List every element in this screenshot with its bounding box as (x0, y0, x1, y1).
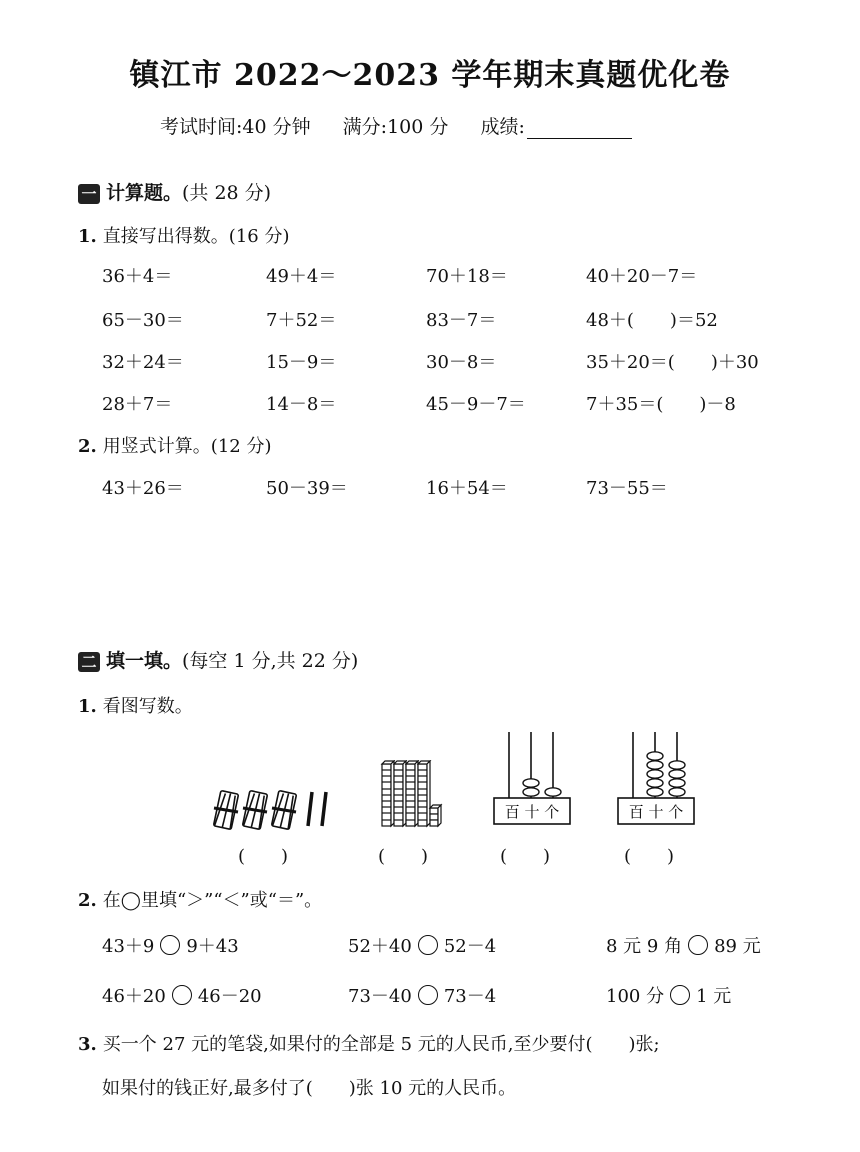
abacus-figure-2 (616, 730, 698, 826)
question-2-3 (78, 1030, 660, 1056)
calc-item: 48＋( )＝52 (586, 310, 718, 331)
calc-row (0, 262, 860, 290)
vertical-calc-item: 16＋54＝ (426, 478, 508, 499)
calc-item: 7＋35＝( )－8 (586, 394, 736, 415)
calc-item: 36＋4＝ (102, 266, 173, 287)
calc-item: 14－8＝ (266, 394, 337, 415)
vertical-calc-item: 73－55＝ (586, 478, 668, 499)
question-2-1 (78, 692, 193, 718)
calc-item: 83－7＝ (426, 310, 497, 331)
compare-circle-blank[interactable] (418, 935, 438, 955)
score-blank[interactable] (527, 120, 632, 139)
abacus-bead (545, 788, 561, 796)
question-text: 用竖式计算。(12 分) (102, 436, 272, 457)
section-2-heading (78, 646, 358, 673)
compare-right: 52－4 (443, 936, 497, 957)
compare-circle-blank[interactable] (172, 985, 192, 1005)
abacus-bead (647, 752, 663, 760)
abacus-figure-1 (492, 730, 574, 826)
compare-row (0, 932, 860, 960)
compare-circle-blank[interactable] (418, 985, 438, 1005)
question-number: 1. (78, 226, 97, 247)
calc-item: 32＋24＝ (102, 352, 184, 373)
abacus-bead (523, 788, 539, 796)
compare-right: 1 元 (696, 986, 732, 1007)
calc-row (0, 306, 860, 334)
calc-item: 65－30＝ (102, 310, 184, 331)
compare-left: 73－40 (348, 986, 412, 1007)
compare-circle-blank[interactable] (670, 985, 690, 1005)
calc-item: 35＋20＝( )＋30 (586, 352, 759, 373)
calc-item: 28＋7＝ (102, 394, 173, 415)
abacus-bead (647, 761, 663, 769)
exam-score-label: 成绩: (480, 116, 525, 138)
abacus-bead (647, 779, 663, 787)
section-1-title: 计算题。 (106, 182, 183, 204)
compare-item (606, 982, 731, 1008)
compare-item (348, 932, 496, 958)
compare-left: 52＋40 (348, 936, 412, 957)
section-2-badge: 二 (78, 652, 100, 672)
cube-blocks-figure (380, 760, 444, 832)
question-text-line-1: 买一个 27 元的笔袋,如果付的全部是 5 元的人民币,至少要付( )张; (102, 1034, 660, 1055)
vertical-calc-item: 43＋26＝ (102, 478, 184, 499)
calc-item: 30－8＝ (426, 352, 497, 373)
section-2-note: (每空 1 分,共 22 分) (182, 650, 359, 672)
compare-item (102, 982, 262, 1008)
question-text-line-2: 如果付的钱正好,最多付了( )张 10 元的人民币。 (102, 1078, 517, 1099)
question-text: 直接写出得数。(16 分) (102, 226, 290, 247)
abacus-place-label: 百 十 个 (504, 803, 560, 821)
question-2-3-line-2 (102, 1074, 516, 1100)
abacus-bead (669, 779, 685, 787)
calc-item: 40＋20－7＝ (586, 266, 698, 287)
exam-full-score: 满分:100 分 (342, 116, 449, 138)
compare-right: 73－4 (443, 986, 497, 1007)
abacus-bead (669, 770, 685, 778)
answer-blank-1[interactable]: ( ) (238, 846, 289, 867)
abacus-bead (669, 761, 685, 769)
exam-info (160, 112, 632, 139)
calc-item: 7＋52＝ (266, 310, 337, 331)
page-title: 镇江市 2022～2023 学年期末真题优化卷 (129, 58, 731, 93)
question-number: 2. (78, 890, 97, 911)
compare-left: 8 元 9 角 (606, 936, 683, 957)
compare-right: 9＋43 (186, 936, 239, 957)
section-2-title: 填一填。 (106, 650, 183, 672)
answer-blank-2[interactable]: ( ) (378, 846, 429, 867)
abacus-bead (523, 779, 539, 787)
abacus-place-label: 百 十 个 (628, 803, 684, 821)
vertical-calc-item: 50－39＝ (266, 478, 348, 499)
question-1-1 (78, 222, 289, 248)
compare-item (102, 932, 239, 958)
compare-item (606, 932, 761, 958)
compare-circle-blank[interactable] (688, 935, 708, 955)
calc-item: 15－9＝ (266, 352, 337, 373)
question-number: 2. (78, 436, 97, 457)
calc-row (0, 390, 860, 418)
question-number: 1. (78, 696, 97, 717)
abacus-bead (647, 788, 663, 796)
question-text: 在◯里填“＞”“＜”或“＝”。 (102, 890, 323, 911)
section-1-heading (78, 178, 271, 205)
exam-time: 考试时间:40 分钟 (160, 116, 311, 138)
compare-left: 46＋20 (102, 986, 166, 1007)
compare-right: 89 元 (714, 936, 761, 957)
vertical-calc-row (0, 474, 860, 502)
abacus-bead (647, 770, 663, 778)
question-2-2 (78, 886, 322, 912)
abacus-bead (669, 788, 685, 796)
answer-blank-3[interactable]: ( ) (500, 846, 551, 867)
calc-item: 45－9－7＝ (426, 394, 526, 415)
stick-bundles-figure (210, 784, 340, 832)
calc-row (0, 348, 860, 376)
calc-item: 70＋18＝ (426, 266, 508, 287)
calc-item: 49＋4＝ (266, 266, 337, 287)
section-1-badge: 一 (78, 184, 100, 204)
compare-right: 46－20 (197, 986, 262, 1007)
question-1-2 (78, 432, 271, 458)
question-text: 看图写数。 (102, 696, 193, 717)
compare-row (0, 982, 860, 1010)
compare-left: 100 分 (606, 986, 665, 1007)
answer-blank-4[interactable]: ( ) (624, 846, 675, 867)
compare-left: 43＋9 (102, 936, 155, 957)
compare-item (348, 982, 496, 1008)
compare-circle-blank[interactable] (160, 935, 180, 955)
question-number: 3. (78, 1034, 97, 1055)
section-1-note: (共 28 分) (182, 182, 272, 204)
